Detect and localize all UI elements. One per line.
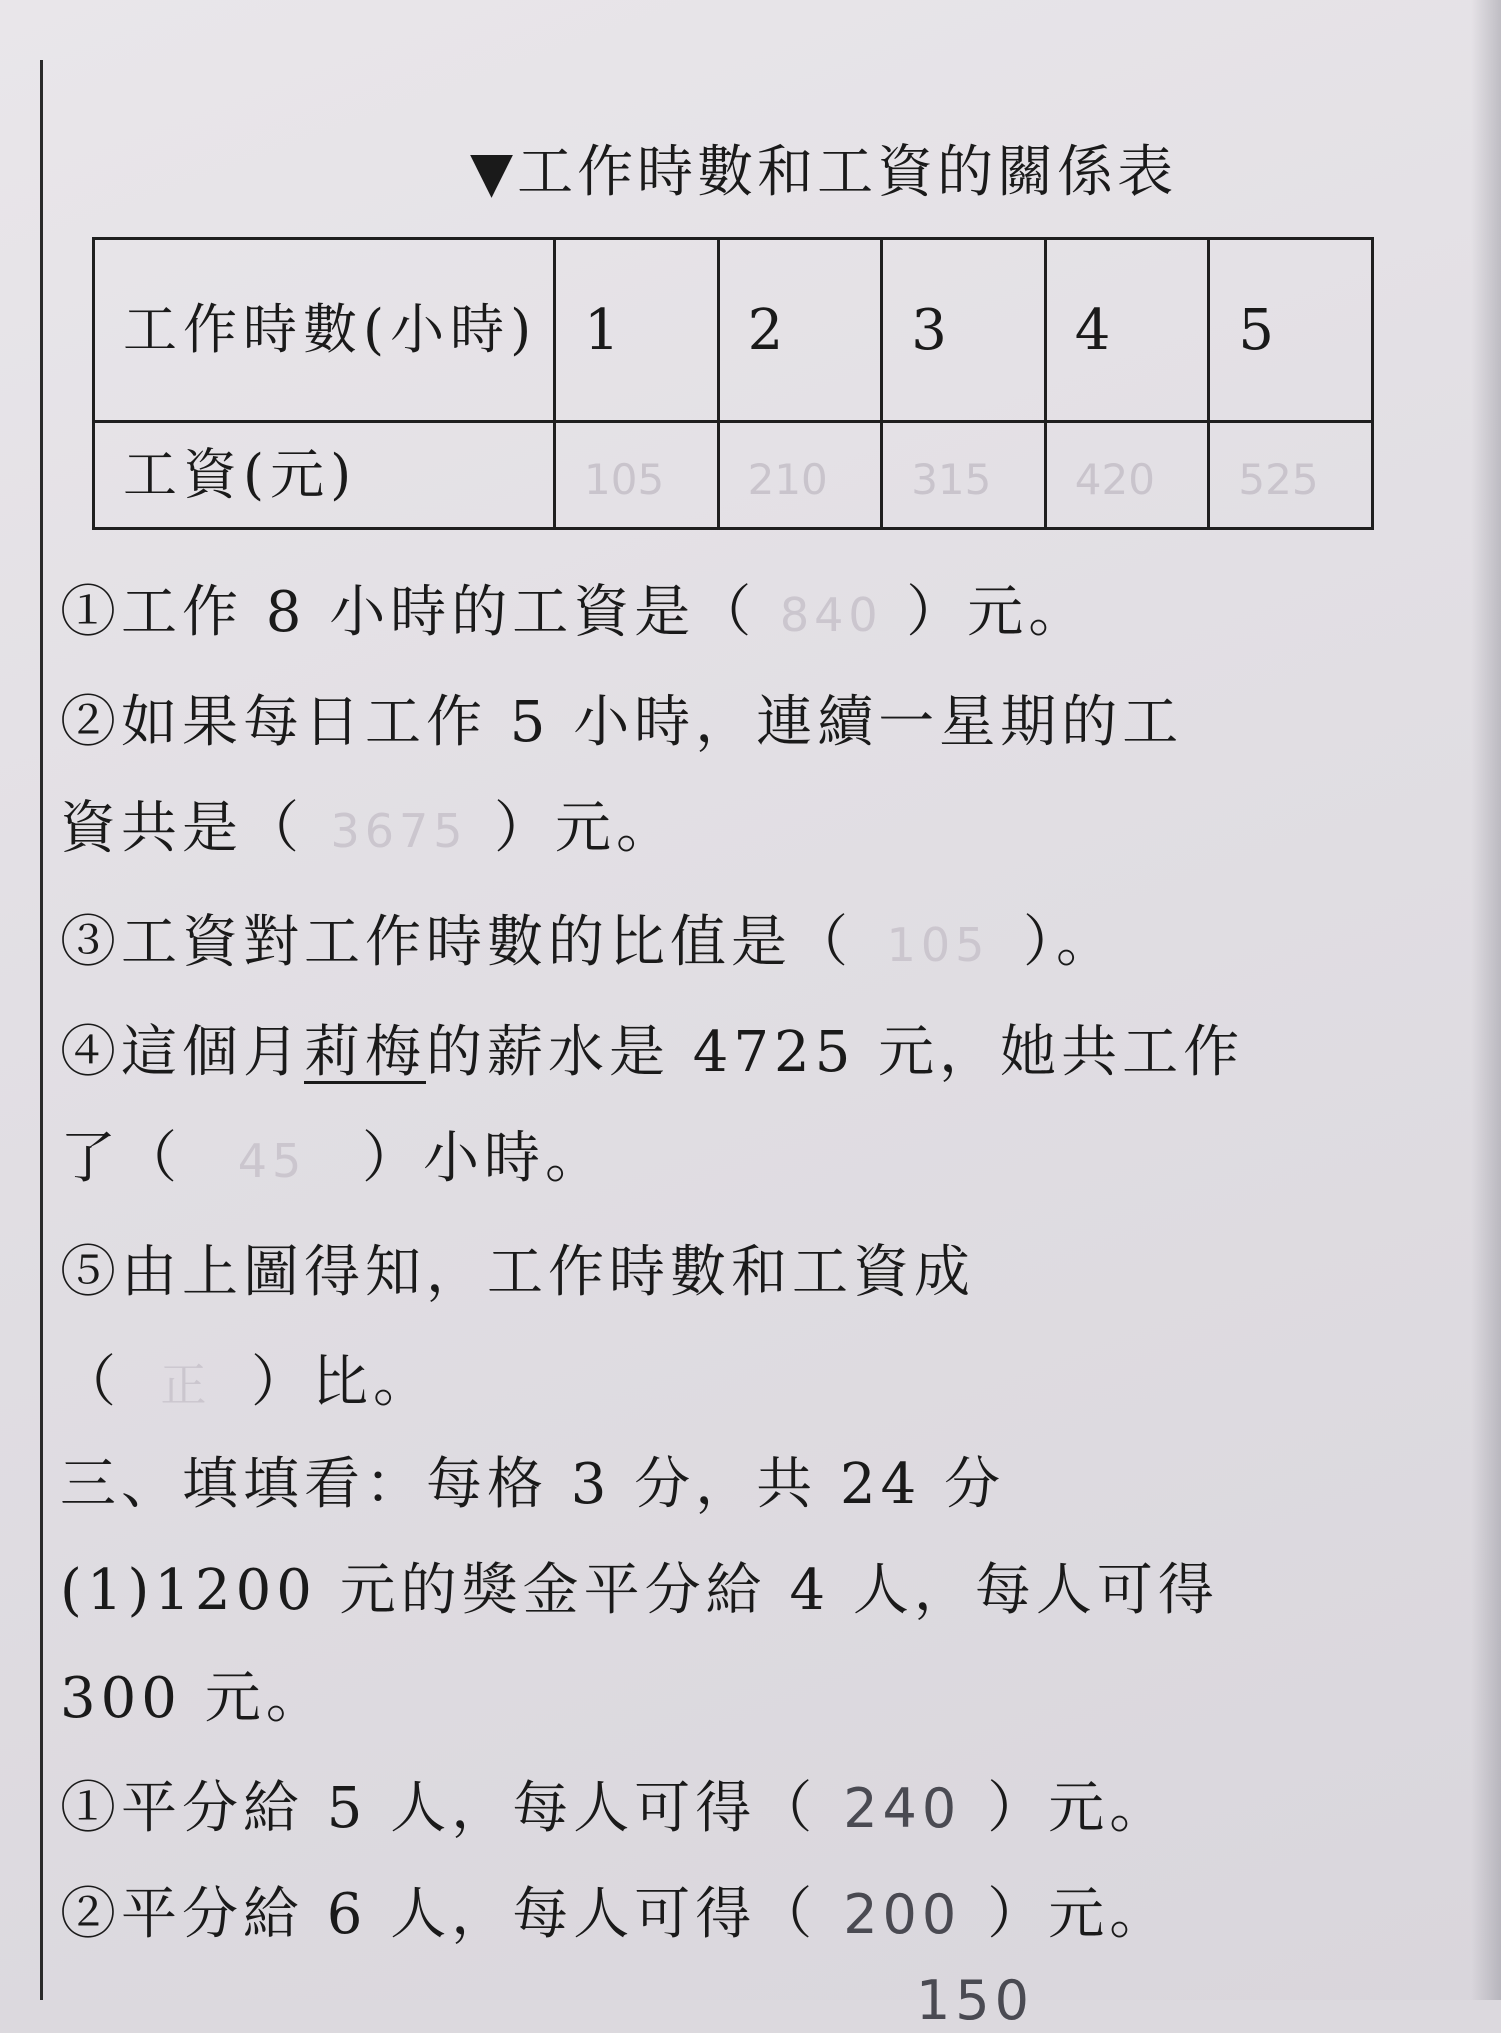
handwritten-wage: 420	[1074, 454, 1155, 504]
question-2-line-1: ②如果每日工作 5 小時，連續一星期的工	[60, 690, 1184, 755]
handwritten-wage: 525	[1238, 454, 1319, 504]
problem-1-line-2: 300 元。	[60, 1666, 327, 1731]
page-edge-shadow	[1471, 0, 1501, 2000]
question-3	[60, 898, 1117, 978]
hours-cell-5: 5	[1209, 239, 1373, 422]
hours-wage-table	[92, 237, 1374, 530]
handwritten-wage: 315	[911, 454, 992, 504]
answer-blank: 240	[843, 1777, 962, 1840]
handwritten-wage: 105	[584, 454, 665, 504]
sub-question-3-cut-off	[60, 1968, 1060, 2033]
question-5-line-2	[60, 1338, 434, 1418]
answer-blank: 105	[886, 918, 990, 972]
question-4-line-2	[60, 1114, 606, 1194]
question-text: ②平分給 6 人，每人可得（	[60, 1882, 818, 1947]
question-text: ③工資對工作時數的比值是（	[60, 910, 853, 975]
margin-rule	[40, 60, 43, 2000]
answer-blank: 3675	[330, 804, 468, 858]
question-1	[60, 568, 1089, 648]
answer-blank: 45	[237, 1134, 307, 1188]
question-5-line-1: ⑤由上圖得知，工作時數和工資成	[60, 1240, 975, 1305]
wage-cell-5	[1209, 422, 1373, 529]
question-text: ）比。	[251, 1350, 434, 1415]
question-text: ①平分給 5 人，每人可得（	[60, 1776, 818, 1841]
hours-cell-2: 2	[718, 239, 882, 422]
sub-question-1	[60, 1764, 1170, 1844]
answer-blank: 150	[915, 1969, 1035, 2032]
wage-header: 工資(元)	[94, 422, 555, 529]
question-4-line-1	[60, 1008, 1244, 1088]
question-text: ）小時。	[362, 1126, 606, 1191]
question-text: ）元。	[906, 580, 1090, 645]
hours-cell-4: 4	[1045, 239, 1209, 422]
question-2-line-2	[60, 784, 677, 864]
question-text: 了（	[60, 1126, 182, 1191]
question-text: ）元。	[987, 1776, 1171, 1841]
question-text: ）元。	[494, 796, 677, 861]
hours-header: 工作時數(小時)	[94, 239, 555, 422]
handwritten-wage: 210	[747, 454, 828, 504]
question-text: 資共是（	[60, 796, 304, 861]
question-text: 的薪水是 4725 元，她共工作	[426, 1020, 1245, 1085]
question-text: ①工作 8 小時的工資是（	[60, 580, 757, 645]
wage-cell-4	[1045, 422, 1209, 529]
problem-1-line-1: (1)1200 元的獎金平分給 4 人，每人可得	[60, 1558, 1219, 1623]
table-title: ▼工作時數和工資的關係表	[470, 140, 1178, 205]
answer-blank: 840	[779, 588, 883, 642]
question-text: ）。	[1023, 910, 1117, 975]
answer-blank: 200	[843, 1883, 962, 1946]
table-row	[94, 239, 1373, 422]
answer-blank: 正	[160, 1358, 212, 1412]
question-text: ④這個月	[60, 1020, 304, 1085]
wage-cell-3	[882, 422, 1046, 529]
hours-cell-1: 1	[555, 239, 719, 422]
table-row	[94, 422, 1373, 529]
underlined-name: 莉梅	[304, 1020, 426, 1085]
hours-cell-3: 3	[882, 239, 1046, 422]
question-text: ）元。	[987, 1882, 1171, 1947]
wage-cell-2	[718, 422, 882, 529]
sub-question-2	[60, 1870, 1170, 1950]
wage-cell-1	[555, 422, 719, 529]
question-text: （	[60, 1350, 121, 1415]
section-3-heading: 三、填填看：每格 3 分，共 24 分	[60, 1452, 1006, 1517]
